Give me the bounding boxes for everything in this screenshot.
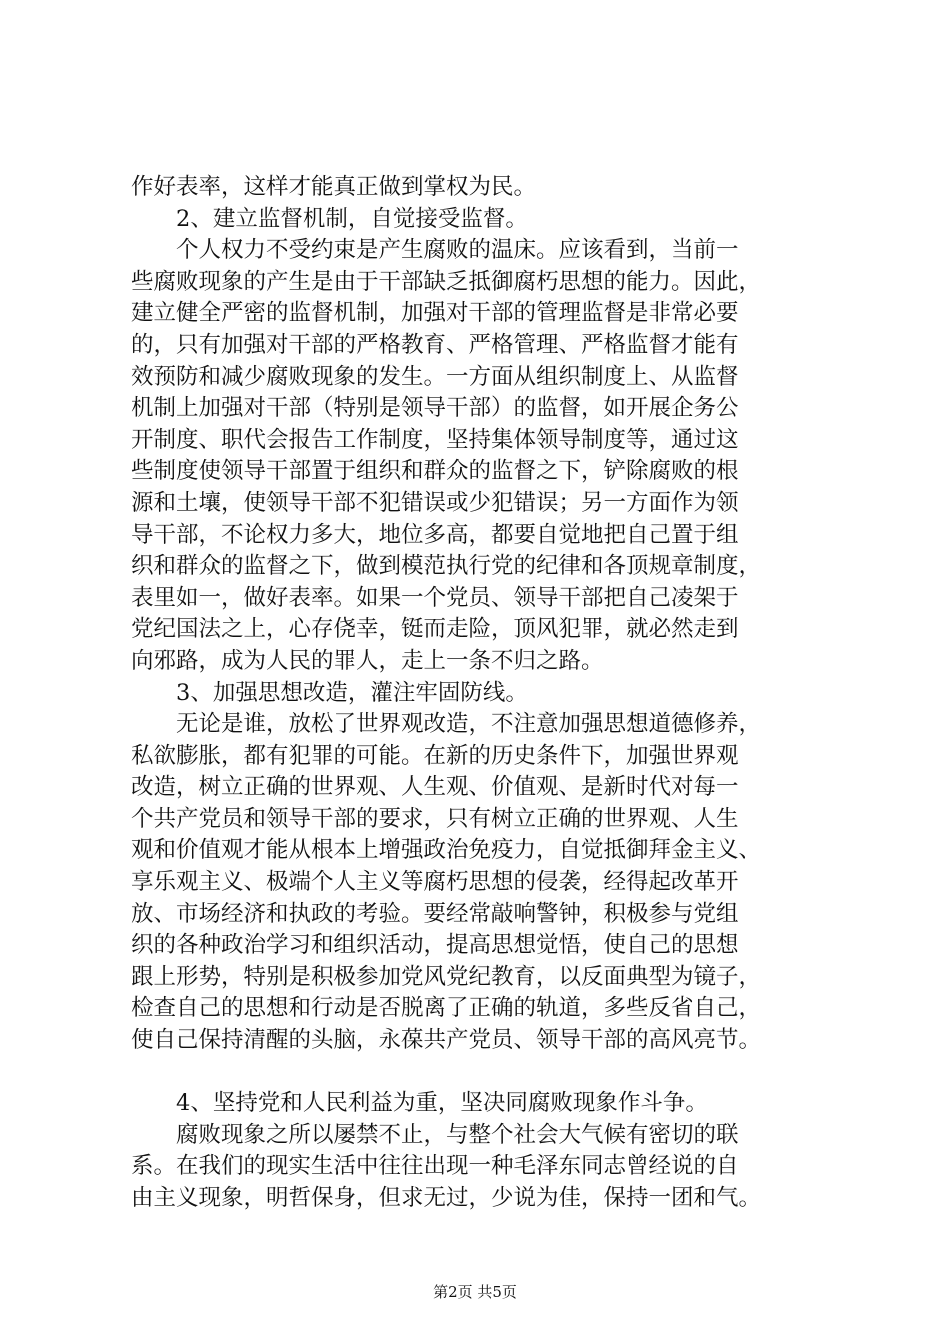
text-line: 效预防和减少腐败现象的发生。一方面从组织制度上、从监督 (131, 363, 739, 390)
text-line: 些制度使领导干部置于组织和群众的监督之下，铲除腐败的根 (131, 458, 739, 485)
text-line: 3、加强思想改造，灌注牢固防线。 (176, 679, 528, 706)
body-text (131, 172, 831, 1215)
text-line: 检查自己的思想和行动是否脱离了正确的轨道，多些反省自己， (131, 995, 762, 1022)
text-line: 个共产党员和领导干部的要求，只有树立正确的世界观、人生 (131, 805, 739, 832)
text-line: 无论是谁，放松了世界观改造，不注意加强思想道德修养， (176, 711, 762, 738)
text-line: 源和土壤，使领导干部不犯错误或少犯错误；另一方面作为领 (131, 489, 739, 516)
text-line: 导干部，不论权力多大，地位多高，都要自觉地把自己置于组 (131, 521, 739, 548)
text-line: 开制度、职代会报告工作制度，坚持集体领导制度等，通过这 (131, 426, 739, 453)
text-line: 4、坚持党和人民利益为重，坚决同腐败现象作斗争。 (176, 1090, 708, 1117)
text-line: 私欲膨胀，都有犯罪的可能。在新的历史条件下，加强世界观 (131, 742, 739, 769)
text-line: 的，只有加强对干部的严格教育、严格管理、严格监督才能有 (131, 331, 739, 358)
text-line: 个人权力不受约束是产生腐败的温床。应该看到，当前一 (176, 237, 739, 264)
text-line: 观和价值观才能从根本上增强政治免疫力，自觉抵御拜金主义、 (131, 837, 762, 864)
text-line: 使自己保持清醒的头脑，永葆共产党员、领导干部的高风亮节。 (131, 1027, 762, 1054)
text-line: 系。在我们的现实生活中往往出现一种毛泽东同志曾经说的自 (131, 1153, 739, 1180)
text-line: 机制上加强对干部（特别是领导干部）的监督，如开展企务公 (131, 395, 739, 422)
page-footer: 第2页 共5页 (433, 1283, 517, 1301)
text-line: 腐败现象之所以屡禁不止，与整个社会大气候有密切的联 (176, 1121, 739, 1148)
text-line: 放、市场经济和执政的考验。要经常敲响警钟，积极参与党组 (131, 900, 739, 927)
text-line: 改造，树立正确的世界观、人生观、价值观、是新时代对每一 (131, 774, 739, 801)
text-line: 由主义现象，明哲保身，但求无过，少说为佳，保持一团和气。 (131, 1185, 762, 1211)
text-line: 党纪国法之上，心存侥幸，铤而走险，顶风犯罪，就必然走到 (131, 616, 739, 643)
text-line: 跟上形势，特别是积极参加党风党纪教育，以反面典型为镜子， (131, 963, 762, 990)
text-line: 作好表率，这样才能真正做到掌权为民。 (131, 174, 537, 200)
text-line: 些腐败现象的产生是由于干部缺乏抵御腐朽思想的能力。因此， (131, 268, 762, 295)
text-line: 表里如一，做好表率。如果一个党员、领导干部把自己凌架于 (131, 584, 739, 611)
text-line: 向邪路，成为人民的罪人，走上一条不归之路。 (131, 647, 604, 674)
text-line: 享乐观主义、极端个人主义等腐朽思想的侵袭，经得起改革开 (131, 869, 739, 896)
text-line: 建立健全严密的监督机制，加强对干部的管理监督是非常必要 (131, 300, 739, 327)
text-line: 2、建立监督机制，自觉接受监督。 (176, 205, 528, 232)
text-line: 织和群众的监督之下，做到模范执行党的纪律和各顶规章制度， (131, 553, 762, 580)
text-line: 织的各种政治学习和组织活动，提高思想觉悟，使自己的思想 (131, 932, 739, 959)
text-line (131, 1057, 831, 1089)
